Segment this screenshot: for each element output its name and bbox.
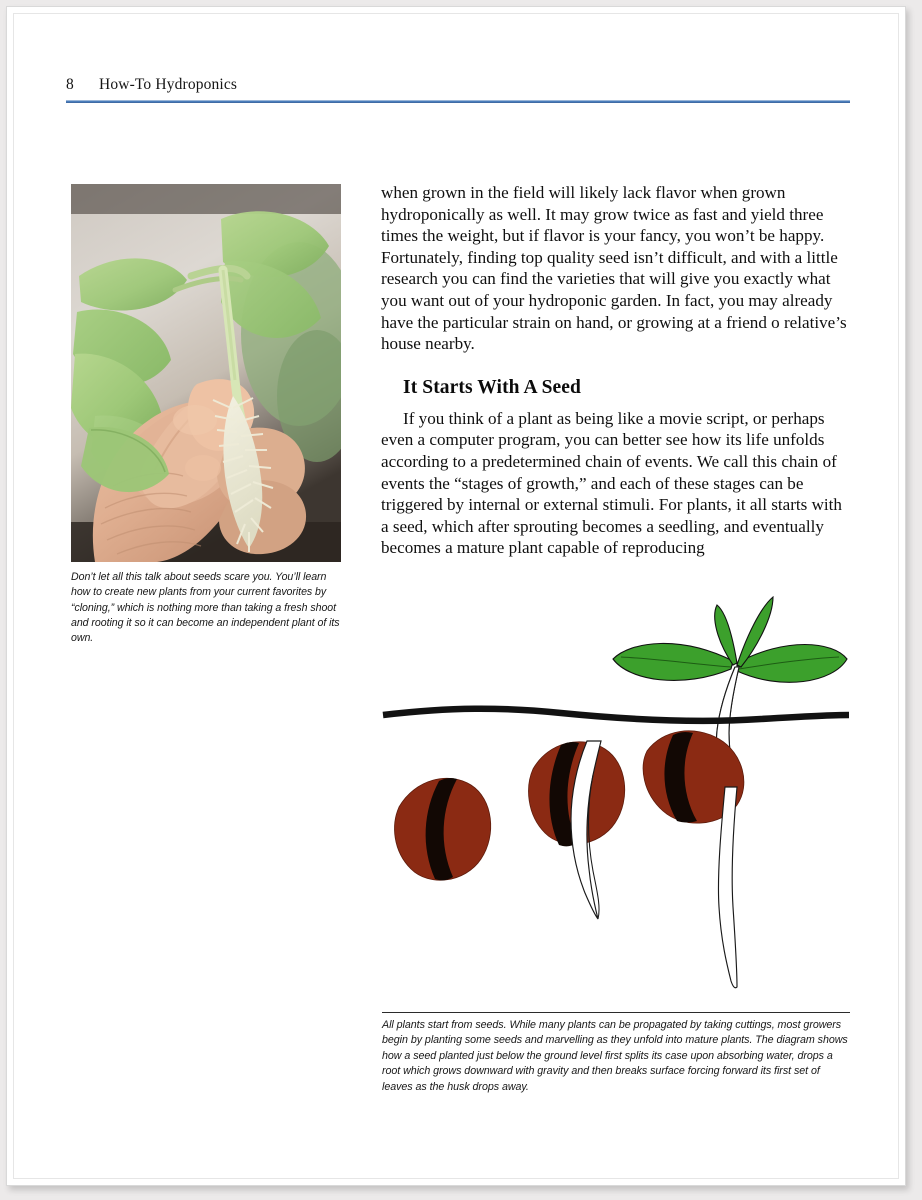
germination-illustration bbox=[381, 589, 851, 1004]
page-content-area bbox=[13, 13, 899, 1179]
paragraph-continued: when grown in the field will likely lack flavor when grown hydroponically as well. It may grow twice as fast and yield three times the weight, but if flavor is your fancy, you won’t be happy. Fortunately, finding top quality seed isn’t difficult, and with a little research you can find the varieties that will give you exactly what you want out of your hydroponic garden. In fact, you may already have the particular strain on hand, or growing at a friend o relative’s house nearby. bbox=[381, 183, 847, 354]
ground-line bbox=[383, 709, 849, 721]
photo-figure bbox=[71, 184, 341, 562]
figure-caption-rule bbox=[382, 1012, 850, 1013]
page-sheet bbox=[6, 6, 906, 1186]
seed-stage-2 bbox=[529, 741, 625, 919]
paragraph-seed-intro: If you think of a plant as being like a movie script, or perhaps even a computer program, you can better see how its life unfolds according to a predetermined chain of events. We call this chain of events the “stages of growth,” and each of these stages can be triggered by internal or external stimuli. For plants, it all starts with a seed, which after sprouting becomes a seedling, and eventually becomes a mature plant capable of reproducing bbox=[381, 408, 842, 558]
germination-diagram bbox=[381, 589, 851, 1004]
figure-caption: All plants start from seeds. While many plants can be propagated by taking cuttings, most growers begin by planting some seeds and marvelling as they unfold into mature plants. The diagram shows how a seed planted just below the ground level first splits its case upon absorbing water, drops a root which grows downward with gravity and then breaks surface forcing forward its first set of leaves as the husk drops away. bbox=[382, 1019, 848, 1093]
seed-stage-1 bbox=[395, 778, 491, 880]
book-title: How-To Hydroponics bbox=[99, 76, 238, 93]
running-head bbox=[66, 76, 850, 104]
basil-cutting-photo bbox=[71, 184, 341, 562]
page-number: 8 bbox=[66, 76, 74, 93]
body-column bbox=[381, 182, 850, 559]
header-rule bbox=[66, 100, 850, 103]
photo-caption: Don’t let all this talk about seeds scare you. You’ll learn how to create new plants from your current favorites by “cloning,” which is nothing more than taking a fresh shoot and rooting it so it can become an independent plant of its own. bbox=[71, 571, 340, 645]
seedling-leaves bbox=[613, 597, 847, 682]
photo-illustration bbox=[71, 184, 341, 562]
section-heading: It Starts With A Seed bbox=[403, 376, 581, 398]
